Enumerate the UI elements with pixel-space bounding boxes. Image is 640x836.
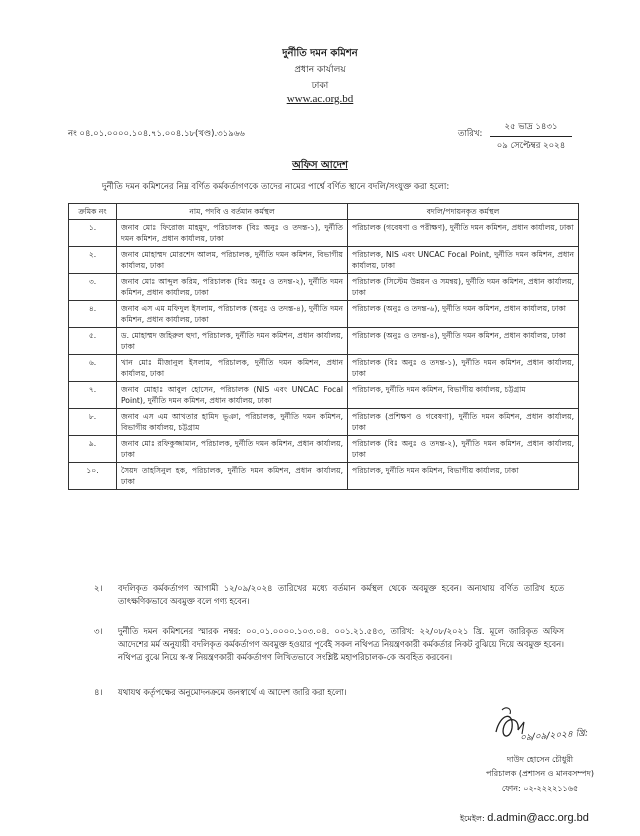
table-row [69,301,579,328]
row-serial: ২. [69,247,117,274]
row-new-post: পরিচালক (অনুঃ ও তদন্ত-৪), দুর্নীতি দমন কমিশন, প্রধান কার্যালয়, ঢাকা [348,328,579,355]
email-link[interactable]: d.admin@acc.org.bd [487,812,589,824]
header-current-post: নাম, পদবি ও বর্তমান কর্মস্থল [117,204,348,220]
row-current-post: জনাব মোহাম্মদ মোরশেদ আলম, পরিচালক, দুর্নীতি দমন কমিশন, বিভাগীয় কার্যালয়, ঢাকা [117,247,348,274]
signatory-email-line [460,812,589,826]
row-current-post: ড. মোহাম্মদ জহিরুল হুদা, পরিচালক, দুর্নীতি দমন কমিশন, প্রধান কার্যালয়, ঢাকা [117,328,348,355]
row-current-post: জনাব মোহাঃ আবুল হোসেন, পরিচালক (NIS এবং UNCAC Focal Point), দুর্নীতি দমন কমিশন, প্রধান কার্যালয়, ঢাকা [117,382,348,409]
office-name: প্রধান কার্যালয় [294,65,346,75]
table-row [69,274,579,301]
date-bangla: ২৫ ভাদ্র ১৪৩১ [490,120,572,137]
signature-date: ০৯/০৯/২০২৪ খ্রি: [519,728,589,744]
row-serial: ১. [69,220,117,247]
row-current-post: জনাব মোঃ ফিরোজ মাহমুদ, পরিচালক (বিঃ অনুঃ ও তদন্ত-১), দুর্নীতি দমন কমিশন, প্রধান কার্যালয়, ঢাকা [117,220,348,247]
memo-number: নং ০৪.০১.০০০০.১০৪.৭১.০০৪.১৮(খণ্ড).৩১৯৬৬ [68,129,245,139]
header-serial: ক্রমিক নং [69,204,117,220]
paragraph-number: ২। [94,583,103,593]
row-serial: ৭. [69,382,117,409]
signatory-name: দাউদ হোসেন চৌধুরী [506,755,574,764]
row-serial: ৯. [69,436,117,463]
table-row [69,355,579,382]
table-row [69,247,579,274]
table-row [69,436,579,463]
paragraph-text: দুর্নীতি দমন কমিশনের স্মারক নম্বর: ০০.০১.০০০০.১০৩.০৪. ০০১.২১.৫৪৩, তারিখ: ২২/০৮/২০২১ খ্রি. মূলে জারিকৃত অফিস আদেশের মর্ম অনুযায়ী বদলিকৃত কর্মকর্তাগণ অবমুক্ত হওয়ার পূর্বেই সকল নথিপত্র নিয়ন্ত্রণকারী কর্মকর্তার নিকট বুঝিয়ে দিয়ে অবমুক্ত হবেন। নথিপত্র বুঝে নিয়ে স্ব-স্ব নিয়ন্ত্রণকারী কর্মকর্তাগণ লিখিতভাবে সংশ্লিষ্ট মহাপরিচালক-কে অবহিত করবেন। [118,626,564,662]
paragraph-text: বদলিকৃত কর্মকর্তাগণ আগামী ১২/০৯/২০২৪ তারিখের মধ্যে বর্তমান কর্মস্থল থেকে অবমুক্ত হবেন। অন্যথায় বর্ণিত তারিখ হতে তাৎক্ষণিকভাবে অবমুক্ত বলে গণ্য হবেন। [118,583,564,606]
table-header-row [69,204,579,220]
header-new-post: বদলি/পদায়নকৃত কর্মস্থল [348,204,579,220]
email-label: ইমেইল: [460,814,485,823]
order-title: অফিস আদেশ [292,160,348,171]
row-new-post: পরিচালক (গবেষণা ও পরীক্ষণ), দুর্নীতি দমন কমিশন, প্রধান কার্যালয়, ঢাকা [348,220,579,247]
paragraph-number: ৪। [94,687,103,697]
table-row [69,409,579,436]
date-english: ০৯ সেপ্টেম্বর ২০২৪ [496,141,566,151]
row-new-post: পরিচালক (বিঃ অনুঃ ও তদন্ত-২), দুর্নীতি দমন কমিশন, প্রধান কার্যালয়, ঢাকা [348,436,579,463]
date-label: তারিখ: [458,129,483,139]
row-serial: ১০. [69,463,117,490]
row-new-post: পরিচালক, দুর্নীতি দমন কমিশন, বিভাগীয় কার্যালয়, চট্টগ্রাম [348,382,579,409]
row-new-post: পরিচালক (বিঃ অনুঃ ও তদন্ত-১), দুর্নীতি দমন কমিশন, প্রধান কার্যালয়, ঢাকা [348,355,579,382]
date-block [490,120,572,153]
row-current-post: জনাব এস এম আখতার হামিদ ভূঞা, পরিচালক, দুর্নীতি দমন কমিশন, বিভাগীয় কার্যালয়, চট্টগ্রাম [117,409,348,436]
row-new-post: পরিচালক (সিস্টেম উন্নয়ন ও সমন্বয়), দুর্নীতি দমন কমিশন, প্রধান কার্যালয়, ঢাকা [348,274,579,301]
row-current-post: জনাব মোঃ আব্দুল করিম, পরিচালক (বিঃ অনুঃ ও তদন্ত-২), দুর্নীতি দমন কমিশন, প্রধান কার্যালয়, ঢাকা [117,274,348,301]
org-name: দুর্নীতি দমন কমিশন [282,48,358,59]
transfer-table [68,203,579,490]
table-row [69,463,579,490]
paragraph-number: ৩। [94,626,103,636]
row-serial: ৩. [69,274,117,301]
row-new-post: পরিচালক, NIS এবং UNCAC Focal Point, দুর্নীতি দমন কমিশন, প্রধান কার্যালয়, ঢাকা [348,247,579,274]
row-new-post: পরিচালক (প্রশিক্ষণ ও গবেষণা), দুর্নীতি দমন কমিশন, প্রধান কার্যালয়, ঢাকা [348,409,579,436]
table-row [69,328,579,355]
paragraph-text: যথাযথ কর্তৃপক্ষের অনুমোদনক্রমে জনস্বার্থে এ আদেশ জারি করা হলো। [118,687,347,697]
row-current-post: খান মোঃ মীজানুল ইসলাম, পরিচালক, দুর্নীতি দমন কমিশন, প্রধান কার্যালয়, ঢাকা [117,355,348,382]
row-new-post: পরিচালক, দুর্নীতি দমন কমিশন, বিভাগীয় কার্যালয়, ঢাকা [348,463,579,490]
row-serial: ৪. [69,301,117,328]
table-row [69,220,579,247]
row-current-post: জনাব এস এম মফিদুল ইসলাম, পরিচালক (অনুঃ ও তদন্ত-৪), দুর্নীতি দমন কমিশন, প্রধান কার্যালয়, ঢাকা [117,301,348,328]
row-current-post: সৈয়দ তাহসিনুল হক, পরিচালক, দুর্নীতি দমন কমিশন, প্রধান কার্যালয়, ঢাকা [117,463,348,490]
intro-text: দুর্নীতি দমন কমিশনের নিম্ন বর্ণিত কর্মকর্তাগণকে তাদের নামের পার্শ্বে বর্ণিত স্থানে বদলি/সংযুক্ত করা হলো: [102,182,450,192]
row-serial: ৫. [69,328,117,355]
row-serial: ৬. [69,355,117,382]
city-name: ঢাকা [311,81,329,91]
website-link[interactable]: www.ac.org.bd [286,93,354,105]
row-new-post: পরিচালক (অনুঃ ও তদন্ত-৬), দুর্নীতি দমন কমিশন, প্রধান কার্যালয়, ঢাকা [348,301,579,328]
signatory-designation: পরিচালক (প্রশাসন ও মানবসম্পদ) [486,769,594,778]
table-row [69,382,579,409]
signatory-phone: ফোন: ০২-২২২২১১৬৫ [501,784,579,793]
row-serial: ৮. [69,409,117,436]
row-current-post: জনাব মোঃ রফিকুজ্জামান, পরিচালক, দুর্নীতি দমন কমিশন, প্রধান কার্যালয়, ঢাকা [117,436,348,463]
